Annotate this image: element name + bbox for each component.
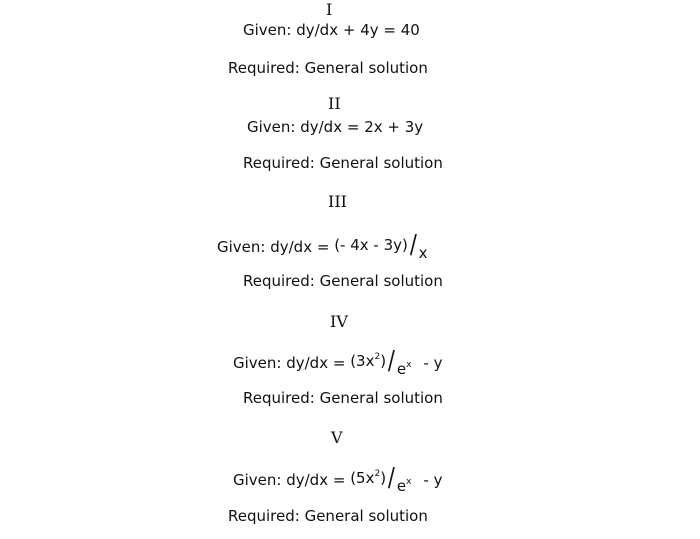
problem-2-numeral: II	[328, 94, 341, 113]
equation-lhs: dy/dx =	[286, 354, 351, 372]
problem-3-numeral: III	[328, 192, 347, 211]
fraction-slash: /	[387, 463, 395, 493]
problem-2-required: Required: General solution	[243, 154, 443, 172]
fraction-slash: /	[387, 346, 395, 376]
denominator-base: e	[396, 360, 407, 378]
equation: dy/dx = 2x + 3y	[300, 118, 424, 136]
equation-lhs: dy/dx =	[270, 238, 335, 256]
problem-5-numeral: V	[331, 428, 343, 447]
problem-1-numeral: I	[326, 0, 333, 19]
problem-4-given	[233, 346, 443, 378]
problem-1-given	[243, 20, 420, 40]
equation-lhs: dy/dx =	[286, 471, 351, 489]
fraction	[350, 346, 412, 378]
fraction-denominator	[397, 476, 412, 496]
equation: dy/dx + 4y = 40	[296, 21, 420, 39]
given-prefix: Given:	[233, 354, 287, 372]
fraction-denominator: x	[418, 244, 428, 262]
denominator-base: e	[396, 477, 407, 495]
given-prefix: Given:	[217, 238, 271, 256]
equation-tail: - y	[423, 354, 443, 372]
fraction-numerator	[350, 468, 386, 488]
numerator-pre: (5x	[350, 469, 375, 487]
problem-4-required: Required: General solution	[243, 389, 443, 407]
problem-2-given	[247, 117, 423, 137]
numerator-pre: (3x	[350, 352, 375, 370]
fraction-slash: /	[409, 230, 417, 260]
denominator-exponent: x	[406, 477, 412, 487]
problem-1-required: Required: General solution	[228, 59, 428, 77]
equation-tail: - y	[423, 471, 443, 489]
fraction	[350, 463, 412, 495]
numerator-post: )	[380, 469, 387, 487]
numerator-exponent: 2	[374, 352, 381, 362]
denominator-exponent: x	[406, 360, 412, 370]
numerator-post: )	[380, 352, 387, 370]
fraction-numerator: (- 4x - 3y)	[334, 236, 408, 254]
given-prefix: Given:	[233, 471, 287, 489]
given-prefix: Given:	[247, 118, 301, 136]
fraction-denominator	[397, 359, 412, 379]
given-prefix: Given:	[243, 21, 297, 39]
problem-5-given	[233, 463, 443, 495]
problem-3-required: Required: General solution	[243, 272, 443, 290]
problem-3-given	[217, 230, 428, 262]
numerator-exponent: 2	[374, 469, 381, 479]
fraction-numerator	[350, 351, 386, 371]
fraction	[334, 230, 428, 262]
problem-5-required: Required: General solution	[228, 507, 428, 525]
problem-4-numeral: IV	[330, 312, 348, 331]
